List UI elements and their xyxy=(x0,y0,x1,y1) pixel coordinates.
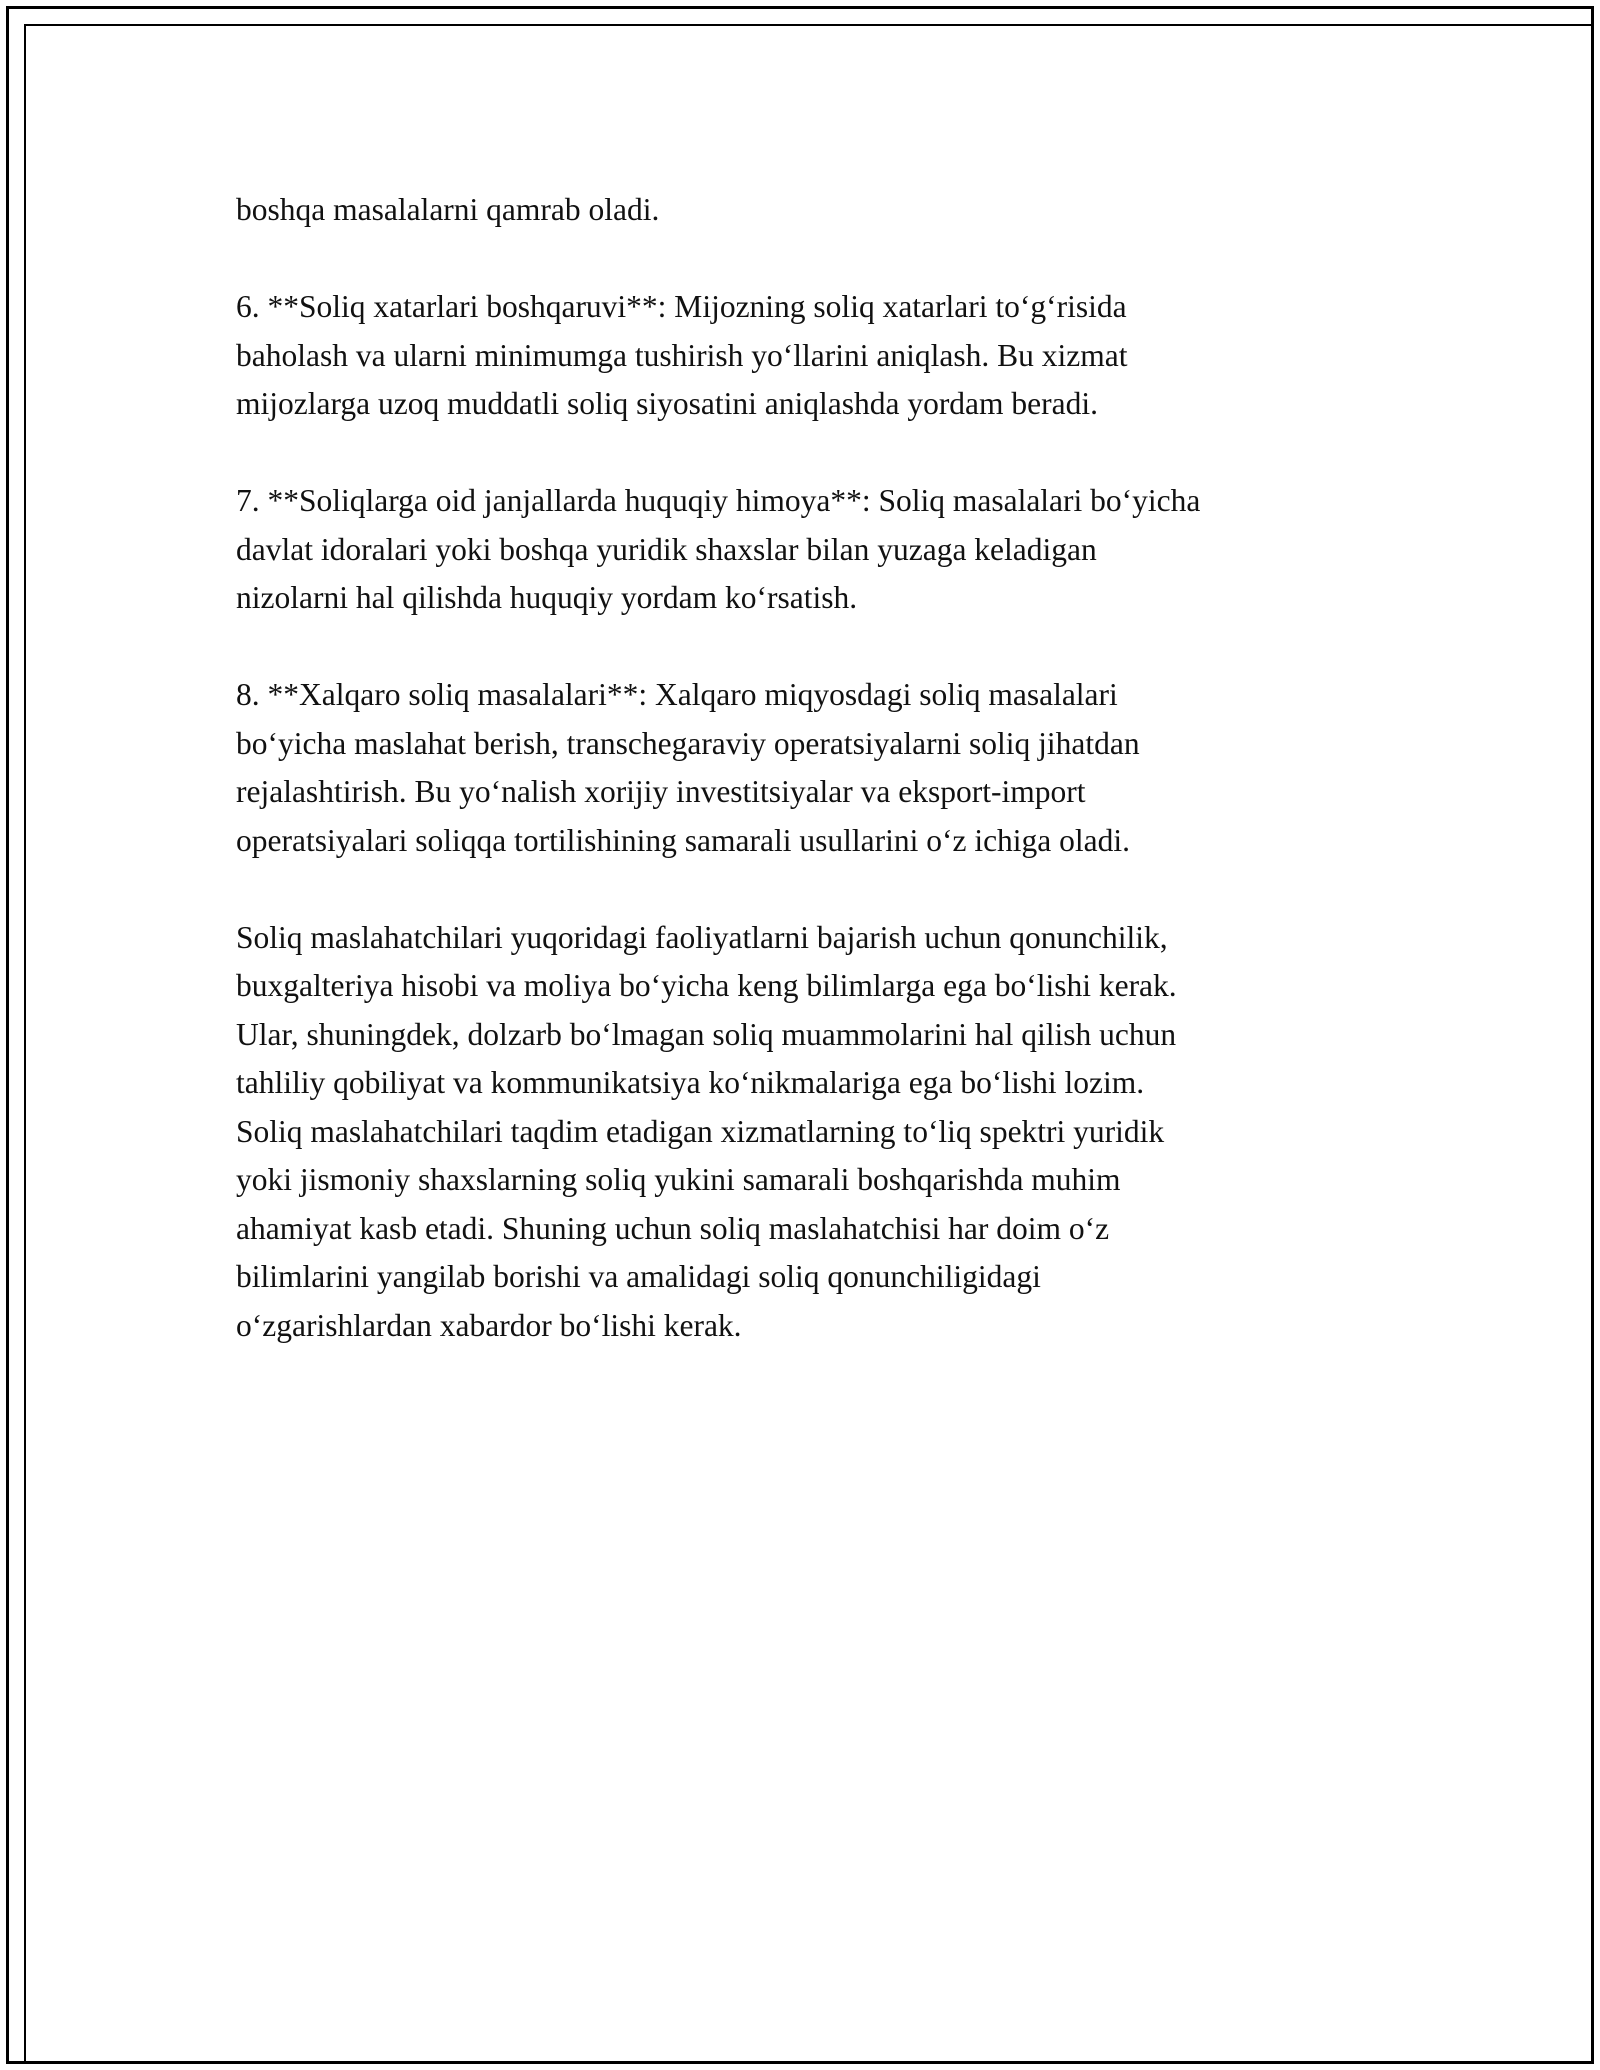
paragraph-continuation xyxy=(236,186,1386,235)
list-item-8 xyxy=(236,671,1386,865)
text-line: operatsiyalari soliqqa tortilishining samarali usullarini o‘z ichiga oladi. xyxy=(236,822,1131,858)
text-line: davlat idoralari yoki boshqa yuridik shaxslar bilan yuzaga keladigan xyxy=(236,531,1097,567)
text-line: yoki jismoniy shaxslarning soliq yukini samarali boshqarishda muhim xyxy=(236,1162,1121,1197)
paragraph-conclusion xyxy=(236,914,1386,1351)
paragraph-gap xyxy=(236,429,1386,478)
text-line: mijozlarga uzoq muddatli soliq siyosatini aniqlashda yordam beradi. xyxy=(236,386,1098,421)
text-line: Ular, shuningdek, dolzarb bo‘lmagan soliq muammolarini hal qilish uchun xyxy=(236,1016,1177,1052)
text-line: boshqa masalalarni qamrab oladi. xyxy=(236,192,660,227)
text-line: o‘zgarishlardan xabardor bo‘lishi kerak. xyxy=(236,1307,742,1343)
text-line: tahliliy qobiliyat va kommunikatsiya ko‘nikmalariga ega bo‘lishi lozim. xyxy=(236,1065,1145,1100)
text-line: 6. **Soliq xatarlari boshqaruvi**: Mijozning soliq xatarlari to‘g‘risida xyxy=(236,289,1127,324)
text-line: nizolarni hal qilishda huquqiy yordam ko‘rsatish. xyxy=(236,580,858,615)
text-line: rejalashtirish. Bu yo‘nalish xorijiy investitsiyalar va eksport-import xyxy=(236,774,1086,809)
text-line: ahamiyat kasb etadi. Shuning uchun soliq maslahatchisi har doim o‘z xyxy=(236,1210,1110,1246)
text-line: Soliq maslahatchilari taqdim etadigan xizmatlarning to‘liq spektri yuridik xyxy=(236,1113,1165,1149)
paragraph-gap xyxy=(236,865,1386,914)
text-line: 8. **Xalqaro soliq masalalari**: Xalqaro miqyosdagi soliq masalalari xyxy=(236,677,1118,712)
paragraph-gap xyxy=(236,623,1386,672)
text-line: buxgalteriya hisobi va moliya bo‘yicha keng bilimlarga ega bo‘lishi kerak. xyxy=(236,968,1177,1003)
text-line: 7. **Soliqlarga oid janjallarda huquqiy himoya**: Soliq masalalari bo‘yicha xyxy=(236,483,1201,518)
text-line: bo‘yicha maslahat berish, transchegaraviy operatsiyalarni soliq jihatdan xyxy=(236,725,1140,761)
text-line: Soliq maslahatchilari yuqoridagi faoliyatlarni bajarish uchun qonunchilik, xyxy=(236,919,1168,955)
text-line: baholash va ularni minimumga tushirish yo‘llarini aniqlash. Bu xizmat xyxy=(236,337,1128,373)
paragraph-gap xyxy=(236,235,1386,284)
document-body xyxy=(236,186,1386,1350)
list-item-6 xyxy=(236,283,1386,429)
text-line: bilimlarini yangilab borishi va amalidagi soliq qonunchiligidagi xyxy=(236,1259,1041,1294)
list-item-7 xyxy=(236,477,1386,623)
